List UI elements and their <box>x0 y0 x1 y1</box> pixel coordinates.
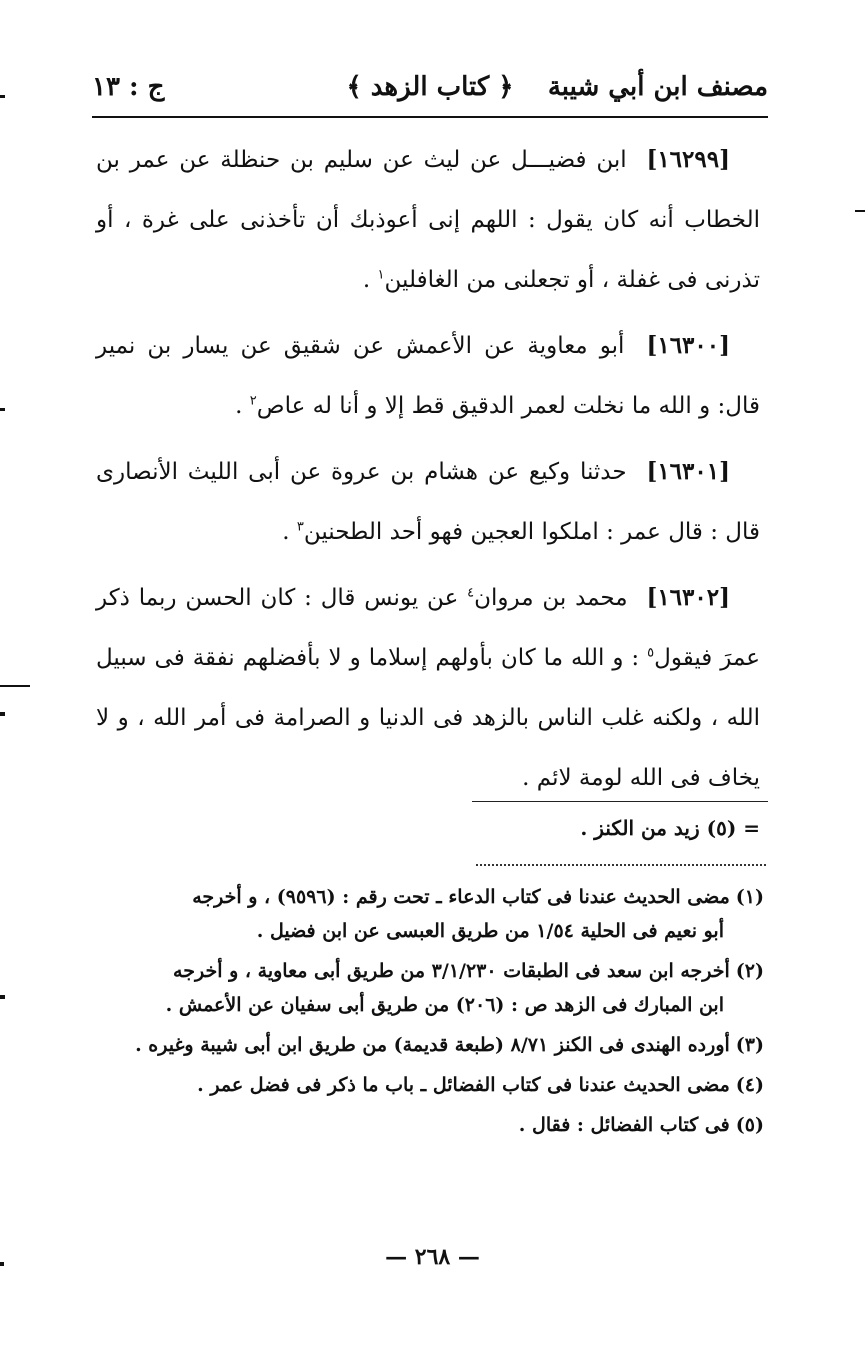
footnote-ref[interactable]: ٥ <box>647 645 655 661</box>
hadith-text: محمد بن مروان <box>474 585 628 611</box>
footnote-text-cont: ابن المبارك فى الزهد ص : (٢٠٦) من طريق أبى سفيان عن الأعمش . <box>165 994 724 1016</box>
footnote <box>100 1068 764 1102</box>
hadith-number: [١٦٢٩٩] <box>646 146 730 173</box>
footnote <box>100 954 764 1022</box>
footnote <box>100 1028 764 1062</box>
hadith-text-cont: عن يونس قال : كان الحسن ربما ذكر عمرَ فيقول <box>96 585 760 671</box>
footnote-number: (٤) <box>735 1074 764 1096</box>
footnote-text-cont: أبو نعيم فى الحلية ١/٥٤ من طريق العبسى عن ابن فضيل . <box>256 920 724 942</box>
hadith-end: . <box>235 393 250 419</box>
footnote-text: مضى الحديث عندنا فى كتاب الدعاء ـ تحت رقم : (٩٥٩٦) ، و أخرجه <box>192 886 730 908</box>
footnote <box>100 880 764 948</box>
wavy-separator <box>476 858 766 866</box>
hadith-number: [١٦٣٠١] <box>646 458 730 485</box>
scan-mark <box>0 685 30 687</box>
hadith-text-cont: : و الله ما كان بأولهم إسلاما و لا بأفضلهم نفقة فى سبيل الله ، ولكنه غلب الناس بالزهد فى الدنيا و الصرامة فى أمر الله ، و لا يخاف فى الله لومة لائم . <box>96 645 760 791</box>
scan-mark <box>0 995 5 999</box>
footnote <box>100 1108 764 1142</box>
footnote-ref[interactable]: ١ <box>377 267 385 283</box>
footnote-number: (٢) <box>735 960 764 982</box>
scan-mark <box>0 1262 4 1266</box>
footnote-text: مضى الحديث عندنا فى كتاب الفضائل ـ باب ما ذكر فى فضل عمر . <box>197 1074 730 1096</box>
hadith-end: . <box>362 267 378 293</box>
footnote-text: أورده الهندى فى الكنز ٨/٧١ (طبعة قديمة) من طريق ابن أبى شيبة وغيره . <box>135 1034 730 1056</box>
main-text <box>96 130 760 814</box>
page-header <box>92 66 768 112</box>
chapter-title: ﴿ كتاب الزهد ﴾ <box>346 72 514 102</box>
page-number: — ٢٦٨ — <box>385 1244 480 1270</box>
footnote-ref[interactable]: ٢ <box>249 393 257 409</box>
footnotes <box>100 880 764 1148</box>
hadith-paragraph <box>96 130 760 310</box>
hadith-paragraph <box>96 316 760 436</box>
scan-mark <box>855 210 865 212</box>
footnote-ref[interactable]: ٤ <box>467 585 475 601</box>
hadith-end: . <box>282 519 297 545</box>
footnote-number: (١) <box>735 886 764 908</box>
footnote-text: أخرجه ابن سعد فى الطبقات ٣/١/٢٣٠ من طريق أبى معاوية ، و أخرجه <box>173 960 730 982</box>
footnote-text: فى كتاب الفضائل : فقال . <box>518 1114 730 1136</box>
hadith-text: حدثنا وكيع عن هشام بن عروة عن أبى الليث الأنصارى قال : قال عمر : املكوا العجين فهو أحد الطحنين <box>96 459 760 545</box>
header-divider <box>92 116 768 118</box>
footnote-number: (٥) <box>735 1114 764 1136</box>
scan-mark <box>0 712 5 716</box>
hadith-paragraph <box>96 568 760 808</box>
hadith-text: ابن فضيـــل عن ليث عن سليم بن حنظلة عن عمر بن الخطاب أنه كان يقول : اللهم إنى أعوذبك أن تأخذنى على غرة ، أو تذرنى فى غفلة ، أو تجعلنى من الغافلين <box>96 147 760 293</box>
continued-footnote: = (٥) زيد من الكنز . <box>580 816 760 840</box>
book-title: مصنف ابن أبي شيبة <box>547 72 768 102</box>
hadith-paragraph <box>96 442 760 562</box>
footnote-ref[interactable]: ٣ <box>296 519 304 535</box>
scan-mark <box>0 95 5 98</box>
hadith-number: [١٦٣٠٢] <box>646 584 730 611</box>
volume-label: ج : ١٣ <box>92 72 165 102</box>
footnote-separator <box>472 801 768 802</box>
scan-mark <box>0 408 5 411</box>
footnote-number: (٣) <box>735 1034 764 1056</box>
hadith-number: [١٦٣٠٠] <box>646 332 731 359</box>
hadith-text: أبو معاوية عن الأعمش عن شقيق عن يسار بن نمير قال: و الله ما نخلت لعمر الدقيق قط إلا و أنا له عاص <box>96 333 760 419</box>
